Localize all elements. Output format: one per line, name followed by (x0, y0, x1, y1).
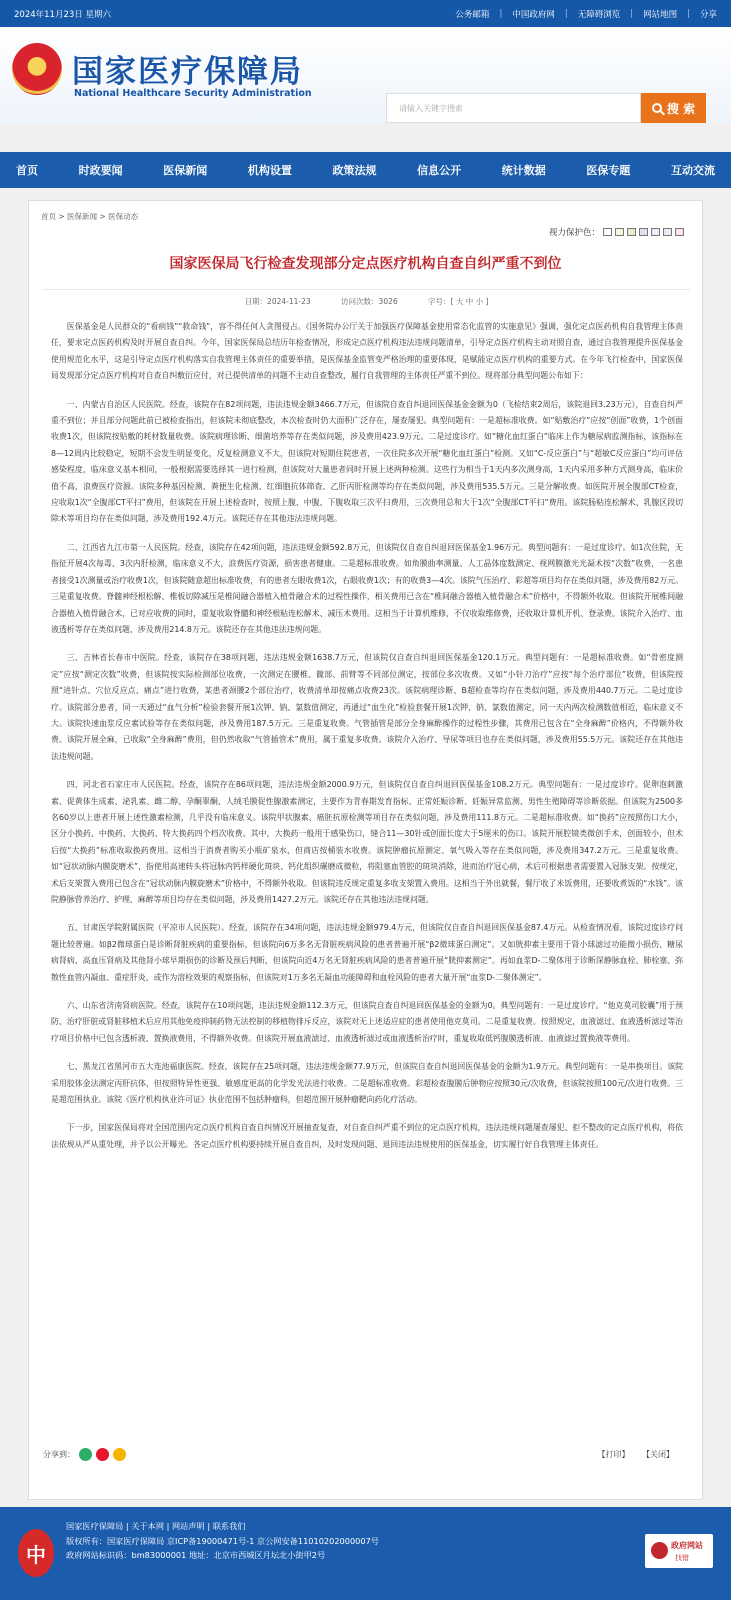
breadcrumb[interactable]: 首页 > 医保新闻 > 医保动态 (41, 212, 139, 221)
site-title-en: National Healthcare Security Administration (74, 88, 312, 99)
color-swatch[interactable] (627, 228, 636, 236)
nav-topics[interactable]: 医保专题 (586, 164, 631, 177)
national-emblem-icon[interactable] (12, 43, 62, 95)
article-body (51, 319, 683, 1165)
article-meta (43, 289, 690, 307)
top-bar (0, 0, 731, 27)
article-title: 国家医保局飞行检查发现部分定点医疗机构自查自纠严重不到位 (169, 256, 562, 272)
footer-copyright: 版权所有：国家医疗保障局 京ICP备19000471号-1 京公网安备11010202000007号 (66, 1535, 379, 1546)
color-swatch[interactable] (639, 228, 648, 236)
link-share[interactable]: 分享 (699, 9, 717, 20)
top-links: 公务邮箱 | 中国政府网 | 无障碍浏览 | 网站地图 | 分享 (455, 8, 717, 20)
vision-protection (549, 226, 684, 238)
wechat-icon[interactable] (79, 1448, 92, 1461)
link-email[interactable]: 公务邮箱 (455, 9, 490, 20)
nav-info[interactable]: 信息公开 (417, 164, 462, 177)
paragraph: 一、内蒙古自治区人民医院。经查，该院存在82项问题，违法违规金额3466.7万元，但该院自查自纠退回医保基金金额为0（飞检结束2周后，该院退回3.23万元），自查自纠严重不到位；并且部分问题此前已被检查指出，但该院未彻底整改，本次检查时仍大面积广泛存在，屡查屡犯。典型问题有：一是超标准收费。如“贴敷治疗”应按“创面”收费，1个创面收费1次，但该院按贴敷的耗材数量收费。该院病理诊断、细菌培养等存在类似问题，涉及费用423.9万元。二是过度诊疗。如“糖化血红蛋白”临床上作为糖尿病监测指标，该指标在8—12周内比较稳定，短期不会发生明显变化，反复检测意义不大，但该院对短期住院患者，一次住院多次开展“糖化血红蛋白”检测。又如“C-反应蛋白”与“超敏C反应蛋白”均可评估感染程度，临床意义基本相同，一般根据需要选择其一进行检测，但该院对大量患者同时开展上述两种检测。这些行为相当于1天内多次测身高，1天内采用多种方式测身高，临床价值不高，浪费医疗资源。该院多种基因检测、粪便生化检测、红细胞抗体筛查、乙肝丙肝检测等均存在类似问题，涉及费用535.5万元。三是分解收费。如医院开展全腹部CT检查，应收取1次“全腹部CT平扫”费用，但该院在开展上述检查时，按照上腹、中腹、下腹收取三次平扫费用，三次费用总和大于1次“全腹部CT平扫”费用。该院肠粘连松解术、乳腺区段切除术等项目均存在类似问题，涉及费用192.4万元。该院还存在其他违法违规问题。 (51, 399, 683, 524)
search-button[interactable] (641, 93, 706, 123)
share-label: 分享到： (43, 1450, 75, 1459)
color-swatch[interactable] (663, 228, 672, 236)
paragraph: 二、江西省九江市第一人民医院。经查，该院存在42项问题，违法违规金额592.8万元，但该院仅自查自纠退回医保基金1.96万元。典型问题有：一是过度诊疗。如1次住院，无指征开展4次每毒、3次内肝检测，临床意义不大，浪费医疗资源，损害患者健康。二是超标准收费。如角膜曲率测量、人工晶体度数测定、视网膜激光光凝术按“次数”收费，一名患者接受1次测量或治疗收费1次，但该院随意超出标准收费，有的患者左眼收费1次，右眼收费1次；有的收费3—4次。该院气压治疗、彩超等项目均存在类似问题，涉及费用82万元。三是重复收费。脊髓神经根松解、椎板切除减压是椎间融合器植入植骨融合术的过程性操作，相关费用已含在“椎间融合器植入植骨融合术”价格中，不得额外收取。但该院开展椎间融合器植入植骨融合术，已对应收费的同时，重复收取脊髓和神经根粘连松解术、减压术费用。这相当于计算机维修，不仅收取维修费，还收取计算机开机、登录费。该院介入治疗、血液透析等存在类似问题，涉及费用214.8万元。该院还存在其他违法违规问题。 (51, 542, 683, 634)
header (0, 27, 731, 123)
close-button[interactable]: 【关闭】 (642, 1450, 674, 1459)
paragraph: 下一步，国家医保局将对全国范围内定点医疗机构自查自纠情况开展抽查复查，对自查自纠严重不到位的定点医疗机构，违法违规问题屡查屡犯、拒不整改的定点医疗机构，将依法依规从严从重处理，并予以公开曝光。各定点医疗机构要持续开展自查自纠，及时发现问题、退回违法违规使用的医保基金，切实履行好自我管理主体责任。 (51, 1123, 683, 1149)
nav-org[interactable]: 机构设置 (247, 164, 292, 177)
nav-home[interactable]: 首页 (16, 164, 38, 177)
paragraph: 医保基金是人民群众的“看病钱”“救命钱”，容不得任何人贪图侵占。《国务院办公厅关于加强医疗保障基金使用常态化监管的实施意见》强调，强化定点医药机构自我管理主体责任，要求定点医药机构及时开展自查自纠。今年，国家医保局总结历年检查情况，形成定点医疗机构违法违规问题清单，引导定点医疗机构主动对照自查，通过自我管理提升医保基金使用规范化水平，这是引导定点医疗机构落实自我管理主体责任的重要举措，是医保基金监管变严格治理的重要体现，是赋能定点医疗机构的重要方式。在今年飞行检查中，国家医保局发现部分定点医疗机构对自查自纠敷衍应付，对已提供清单的问题不主动自查整改，履行自我管理的主体责任严重不到位。现将部分典型问题公布如下： (51, 322, 683, 381)
badge-title: 政府网站 (671, 1541, 703, 1550)
qzone-icon[interactable] (113, 1448, 126, 1461)
weibo-icon[interactable] (96, 1448, 109, 1461)
color-swatch[interactable] (651, 228, 660, 236)
footer-info (66, 1519, 379, 1563)
paragraph: 四、河北省石家庄市人民医院。经查，该院存在86项问题，违法违规金额2000.9万元，但该院仅自查自纠退回医保基金108.2万元。典型问题有：一是过度诊疗。促卵泡刺激素、促黄体生成素、泌乳素、雌二醇、孕酮睾酮、人绒毛膜促性腺激素测定，主要作为青春期发育指标、正常妊娠诊断、妊娠异常监测、男性生殖障碍等诊断依据。但该院为2500多名60岁以上患者开展上述性激素检测，几乎没有临床意义。该院甲状腺素、癌胚抗原检测等项目存在类似问题，涉及费用111.8万元。二是超标准收费。如“换药”应按照伤口大小，区分小换药、中换药、大换药、特大换药四个档次收费。其中，大换药一般用于感染伤口，缝合11—30针或创面长度大于5厘米的伤口。该院开展腔镜类微创手术，创面较小，但术后按“大换药”标准收取换药费用。这相当于消费者购买小瓶矿泉水，但商店按桶装水收费。该院肿瘤抗原测定、氧气吸入等存在类似问题，涉及费用347.2万元。三是重复收费。如“冠状动脉内膜旋磨术”，指使用高速转头将冠脉内钙样硬化斑块、钙化组织碾磨成微粒，将阻塞血管腔的斑块消除，进而治疗冠心病，术后可根据患者需要置入冠脉支架。按规定，术后支架置入费用已包含在“冠状动脉内膜旋磨术”价格中，不得额外收取。但该院违反规定重复多收支架置入费用。这相当于外出就餐，餐厅收了米饭费用，还要收煮饭的“水钱”。该院静脉营养治疗、护理、麻醉等项目均存在类似问题，涉及费用1427.2万元。该院还存在其他违法违规问题。 (51, 780, 683, 904)
paragraph: 七、黑龙江省黑河市五大连池福康医院。经查，该院存在25项问题，违法违规金额77.9万元，但该院自查自纠退回医保基金的金额为1.9万元。典型问题有：一是串换项目。该院采用胶体金法测定丙肝抗体，但按照特异性更强、敏感度更高的化学发光法进行收费。二是超标准收费。彩超检查腹膜后肿物应按照30元/次收费，但该院按照100元/次进行收费。三是超范围执业。该院《医疗机构执业许可证》执业范围不包括肿瘤科，但超范围开展肿瘤靶向药化疗活动。 (51, 1062, 683, 1105)
nav-interact[interactable]: 互动交流 (671, 164, 715, 177)
nav-policy[interactable]: 政策法规 (332, 164, 377, 177)
font-size-control[interactable]: 字号：[ 大 中 小 ] (428, 297, 489, 306)
color-swatch[interactable] (615, 228, 624, 236)
main-nav (0, 152, 731, 188)
footer (0, 1507, 731, 1600)
badge-sub: 找错 (675, 1554, 689, 1562)
current-date: 2024年11月23日 星期六 (14, 9, 111, 20)
gov-site-badge[interactable] (645, 1534, 713, 1568)
print-links (587, 1449, 674, 1460)
article-date: 日期：2024-11-23 (244, 297, 311, 306)
paragraph: 五、甘肃医学院附属医院（平凉市人民医院）。经查，该院存在34项问题，违法违规金额979.4万元，但该院仅自查自纠退回医保基金87.4万元。从检查情况看，该院过度诊疗问题比较普遍。如β2微球蛋白是诊断肾脏疾病的重要指标，但该院向6万多名无肾脏疾病风险的患者普遍开展“β2微球蛋白测定”。又如胱抑素主要用于肾小球滤过功能微小损伤、糖尿病肾病、高血压肾病及其他肾小球早期损伤的诊断及预后判断，但该院向近4万名无肾脏疾病风险的患者普遍开展“胱抑素测定”。再如血浆D-二聚体用于诊断深静脉血栓、肺栓塞、弥散性血管内凝血、重症肝炎，或作为溶栓效果的观察指标，但该院对1万多名无凝血功能障碍和血栓风险的患者大量开展“血浆D-二聚体测定”。 (51, 923, 683, 982)
footer-links[interactable]: 国家医疗保障局 | 关于本网 | 网站声明 | 联系我们 (66, 1521, 246, 1531)
link-sitemap[interactable]: 网站地图 (643, 9, 678, 20)
link-gov[interactable]: 中国政府网 (512, 9, 555, 20)
search-input[interactable]: 请输入关键字搜索 (386, 93, 641, 123)
paragraph: 三、吉林省长春市中医院。经查，该院存在38项问题，违法违规金额1638.7万元，但该院仅自查自纠退回医保基金120.1万元。典型问题有：一是超标准收费。如“骨密度测定”应按“测定次数”收费，但该院按实际检测部位收费，一次测定在腰椎、髋部、前臂等不同部位测定，按部位多次收费。又如“小针刀治疗”应按“每个治疗部位”收费，但该院按照“进针点、穴位反应点、痛点”进行收费，某患者颈腰2个部位治疗，收费清单却按痛点收费23次。该院病理诊断、B超检查等均存在类似问题，涉及费用440.7万元。二是过度诊疗。该院部分患者，同一天通过“血气分析”检验套餐开展1次钾、钠、氯数值测定，再通过“血生化”检验套餐开展1次钾、钠、氯数值测定，同一天内两次检测数值相近，临床意义不大。该院快速血浆反应素试验等存在类似问题，涉及费用187.5万元。三是重复收费。气管插管是部分全身麻醉操作的过程性步骤，其费用已包含在“全身麻醉”价格内，不得额外收费。该院开展全麻，已收取“全身麻醉”费用，但仍然收取“气管插管术”费用，属于重复多收费。该院介入治疗、导尿等项目也存在类似问题，涉及费用55.5万元。该院还存在其他违法违规问题。 (51, 653, 683, 761)
paragraph: 六、山东省济南肾病医院。经查，该院存在10项问题，违法违规金额112.3万元，但该院自查自纠退回医保基金的金额为0。典型问题有：一是过度诊疗。“他克莫司胶囊”用于预防、治疗肝脏或肾脏移植术后应用其他免疫抑制药物无法控制的移植物排斥反应，该院对无上述适应症的患者使用他克莫司。二是重复收费。按照规定，血液滤过、血液透析滤过等治疗项目价格中已包含透析液、置换液费用，不得额外收费。但该院开展血液滤过、血液透析滤过或血液透析治疗时，重复收取低钙腹膜透析液、血液滤过置换液等费用。 (51, 1001, 683, 1043)
article-page (28, 200, 703, 1500)
link-accessibility[interactable]: 无障碍浏览 (577, 9, 621, 20)
search-icon (652, 103, 662, 113)
article-views: 访问次数：3026 (341, 297, 398, 306)
nav-news[interactable]: 医保新闻 (163, 164, 208, 177)
share-bar (43, 1448, 126, 1461)
print-button[interactable]: 【打印】 (597, 1450, 630, 1459)
vision-label: 视力保护色： (548, 228, 600, 238)
color-swatch[interactable] (675, 228, 684, 236)
color-swatch[interactable] (603, 228, 612, 236)
search-button-label: 搜 索 (666, 101, 696, 116)
party-logo-icon[interactable]: 中 (18, 1529, 54, 1577)
nav-politics[interactable]: 时政要闻 (78, 164, 123, 177)
gov-site-icon (651, 1542, 668, 1559)
footer-address: 政府网站标识码：bm83000001 地址：北京市西城区月坛北小街甲2号 (66, 1550, 326, 1560)
nav-stats[interactable]: 统计数据 (501, 164, 546, 177)
site-title[interactable]: 国家医疗保障局 (72, 54, 303, 90)
